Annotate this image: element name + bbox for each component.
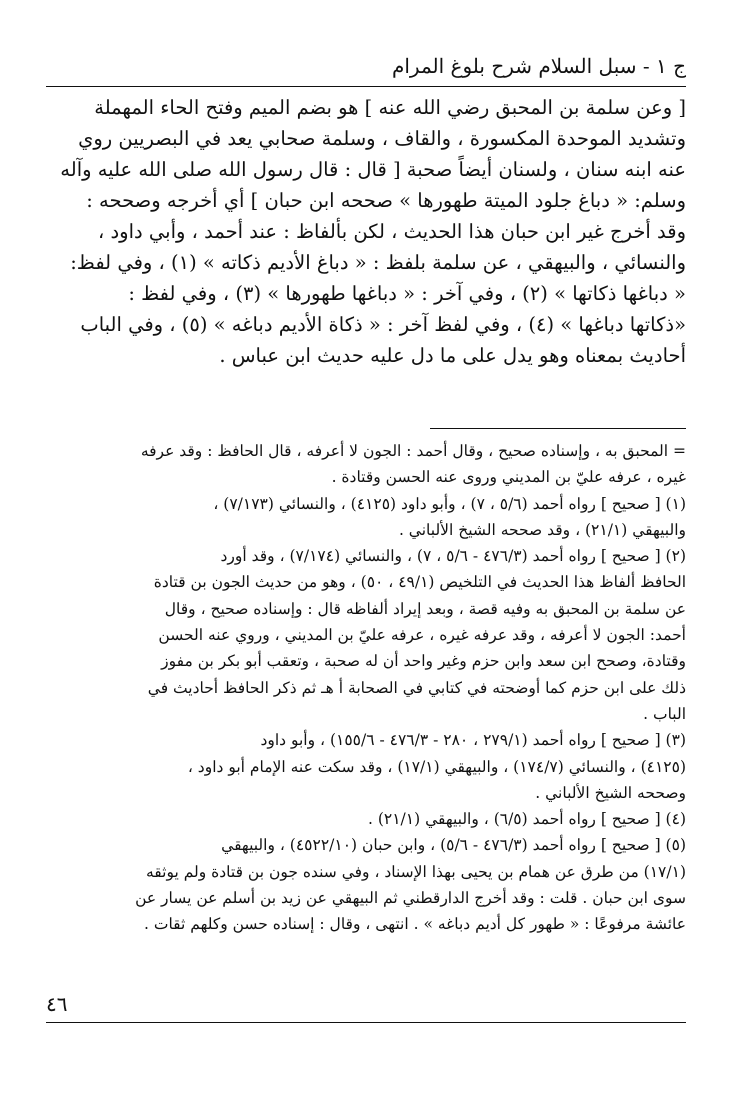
footnote-line: ذلك على ابن حزم كما أوضحته في كتابي في الصحابة أ هـ ثم ذكر الحافظ أحاديث في <box>147 678 686 697</box>
footnote-line: وقتادة، وصحح ابن سعد وابن حزم وغير واحد أن له صحبة ، وتعقب أبو بكر بن مفوز <box>161 652 686 671</box>
main-text-line: «ذكاتها دباغها » (٤) ، وفي لفظ آخر : « ذكاة الأديم دباغه » (٥) ، وفي الباب <box>80 313 686 336</box>
footnote-line: = المحبق به ، وإسناده صحيح ، وقال أحمد : الجون لا أعرفه ، قال الحافظ : وقد عرفه <box>140 442 686 460</box>
footnote-rule <box>430 428 686 429</box>
footnote-line: سوى ابن حبان . قلت : وقد أخرج الدارقطني ثم البيهقي عن زيد بن أسلم عن يسار عن <box>135 889 686 908</box>
footnote-line: والبيهقي (٢١/١) ، وقد صححه الشيخ الألباني . <box>398 520 686 539</box>
main-text-line: وسلم: « دباغ جلود الميتة طهورها » صححه ابن حبان ] أي أخرجه وصححه : <box>86 189 686 212</box>
main-text-line: وقد أخرج غير ابن حبان هذا الحديث ، لكن بألفاظ : عند أحمد ، وأبي داود ، <box>98 220 686 243</box>
main-text-line: أحاديث بمعناه وهو يدل على ما دل عليه حديث ابن عباس . <box>219 344 686 367</box>
footnote-line: (٣) [ صحيح ] رواه أحمد (٢٧٩/١ ، ٢٨٠ - ٤٧٦/٣ - ١٥٥/٦) ، وأبو داود <box>260 731 686 750</box>
footnote-line: عائشة مرفوعًا : « طهور كل أديم دباغه » . انتهى ، وقال : إسناده حسن وكلهم ثقات . <box>144 915 686 934</box>
main-text-line: وتشديد الموحدة المكسورة ، والقاف ، وسلمة صحابي يعد في البصريين روي <box>78 127 686 150</box>
footer-rule <box>46 1022 686 1023</box>
footnote-line: الباب . <box>643 704 686 723</box>
footnotes <box>46 438 686 938</box>
main-text-line: عنه ابنه سنان ، ولسنان أيضاً صحبة [ قال : قال رسول الله صلى الله عليه وآله <box>60 158 686 181</box>
header-rule <box>46 86 686 87</box>
footnote-line: (٤) [ صحيح ] رواه أحمد (٦/٥) ، والبيهقي (٢١/١) . <box>367 810 686 829</box>
footnote-line: (١٧/١) من طرق عن همام بن يحيى بهذا الإسناد ، وفي سنده جون بن قتادة ولم يوثقه <box>146 862 686 881</box>
running-header: ج ١ - سبل السلام شرح بلوغ المرام <box>391 54 686 78</box>
footnote-line: غيره ، عرفه عليّ بن المديني وروى عنه الحسن وقتادة . <box>331 468 686 487</box>
main-text-line: « دباغها ذكاتها » (٢) ، وفي آخر : « دباغها طهورها » (٣) ، وفي لفظ : <box>128 282 686 305</box>
page-number: ٤٦ <box>46 992 68 1016</box>
footnote-line: أحمد: الجون لا أعرفه ، وقد عرفه غيره ، عرفه عليّ بن المديني ، وروي عنه الحسن <box>158 626 686 645</box>
footnote-line: (٤١٢٥) ، والنسائي (١٧٤/٧) ، والبيهقي (١٧/١) ، وقد سكت عنه الإمام أبو داود ، <box>187 757 686 776</box>
footnote-line: عن سلمة بن المحبق به وفيه قصة ، وبعد إيراد ألفاظه قال : وإسناده صحيح ، وقال <box>164 599 686 618</box>
footnote-line: الحافظ ألفاظ هذا الحديث في التلخيص (٤٩/١ ، ٥٠) ، وهو من حديث الجون بن قتادة <box>153 573 686 592</box>
main-text-line: والنسائي ، والبيهقي ، عن سلمة بلفظ : « دباغ الأديم ذكاته » (١) ، وفي لفظ: <box>70 251 686 274</box>
footnote-line: (١) [ صحيح ] رواه أحمد (٥/٦ ، ٧) ، وأبو داود (٤١٢٥) ، والنسائي (٧/١٧٣) ، <box>213 494 686 513</box>
main-text-line: [ وعن سلمة بن المحبق رضي الله عنه ] هو بضم الميم وفتح الحاء المهملة <box>94 96 686 119</box>
footnote-line: وصححه الشيخ الألباني . <box>535 783 686 802</box>
main-text <box>46 92 686 371</box>
footnote-line: (٢) [ صحيح ] رواه أحمد (٤٧٦/٣ - ٥/٦ ، ٧) ، والنسائي (٧/١٧٤) ، وقد أورد <box>220 547 686 566</box>
footnote-line: (٥) [ صحيح ] رواه أحمد (٤٧٦/٣ - ٥/٦) ، وابن حبان (٤٥٢٢/١٠) ، والبيهقي <box>221 836 686 855</box>
